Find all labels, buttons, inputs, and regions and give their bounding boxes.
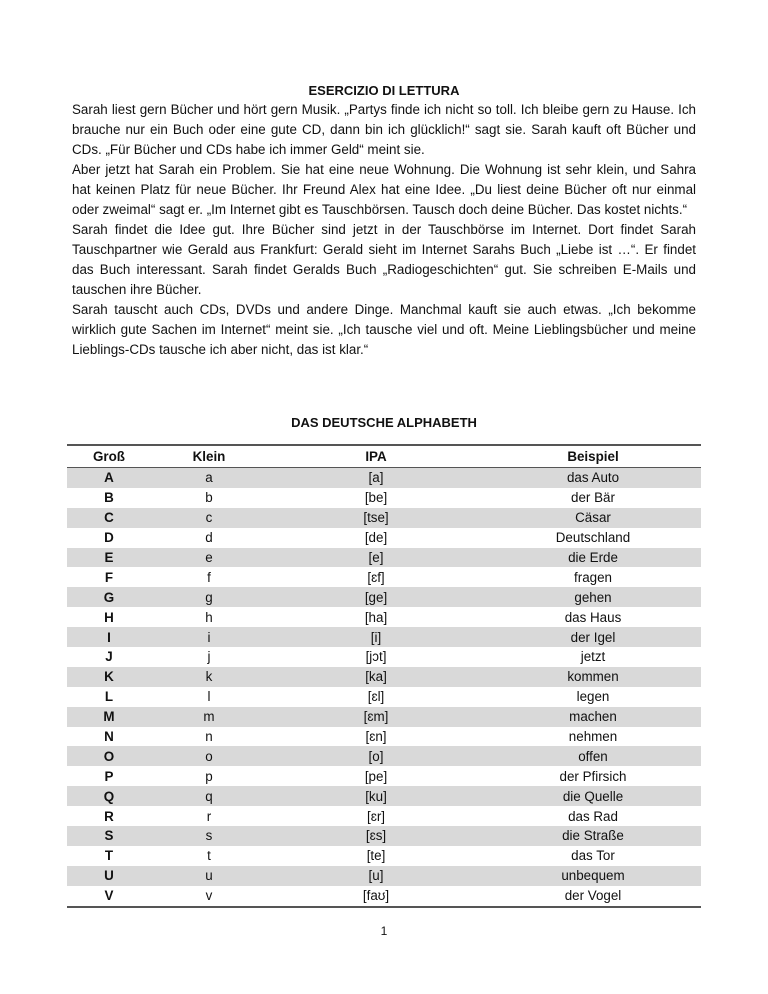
table-row [67,508,701,528]
lowercase-letter: e [151,548,267,568]
table-row [67,707,701,727]
lowercase-letter: i [151,627,267,647]
ipa-cell: [faʊ] [267,886,485,907]
example-word: offen [485,746,701,766]
ipa-cell: [a] [267,468,485,488]
example-word: machen [485,707,701,727]
table-row [67,866,701,886]
uppercase-letter: I [67,627,151,647]
example-word: der Bär [571,490,615,506]
table-row [67,746,701,766]
example-word: nehmen [568,729,618,745]
table-row [67,806,701,826]
example-word: das Tor [571,848,615,864]
lowercase-letter: a [151,468,267,488]
lowercase-letter: n [205,729,213,745]
uppercase-letter: B [104,490,114,506]
lowercase-letter: k [151,667,267,687]
ipa-cell: [te] [366,848,386,864]
example-word: die Quelle [485,786,701,806]
table-row [67,766,701,786]
uppercase-letter: A [67,468,151,488]
table-row [67,548,701,568]
example-word: der Pfirsich [559,768,627,784]
lowercase-letter: j [207,649,211,665]
ipa-cell: [e] [267,548,485,568]
uppercase-letter: U [67,866,151,886]
uppercase-letter: P [104,768,114,784]
lowercase-letter: q [151,786,267,806]
ipa-cell: [ɛl] [367,689,385,705]
ipa-cell: [be] [364,490,388,506]
uppercase-letter: J [105,649,113,665]
ipa-cell: [ka] [267,667,485,687]
uppercase-letter: S [67,826,151,846]
ipa-cell: [u] [267,866,485,886]
example-word: legen [576,689,610,705]
table-row [67,647,701,667]
ipa-cell: [tse] [267,508,485,528]
example-word: der Vogel [485,886,701,907]
uppercase-letter: K [67,667,151,687]
reading-paragraph: Sarah liest gern Bücher und hört gern Musik. „Partys finde ich nicht so toll. Ich bleibe gern zu Hause. Ich brauche nur ein Buch oder eine gute CD, dann bin ich glücklich!“ sagt sie. Sarah kauft oft Bücher und CDs. „Für Bücher und CDs habe ich immer Geld“ meint sie. [72,102,696,157]
lowercase-letter: s [151,826,267,846]
uppercase-letter: L [104,689,114,705]
example-word: das Haus [564,609,622,625]
page-number: 1 [380,924,388,938]
ipa-cell: [ɛm] [267,707,485,727]
example-word: Cäsar [485,508,701,528]
example-word: unbequem [485,866,701,886]
table-row [67,727,701,747]
uppercase-letter: V [67,886,151,907]
header-beispiel: Beispiel [485,445,701,468]
uppercase-letter: Q [67,786,151,806]
table-row [67,826,701,846]
uppercase-letter: E [67,548,151,568]
reading-text [72,100,696,360]
alphabet-title: DAS DEUTSCHE ALPHABETH [291,415,477,430]
lowercase-letter: f [207,569,211,585]
lowercase-letter: m [151,707,267,727]
example-word: die Erde [485,548,701,568]
uppercase-letter: F [104,569,114,585]
example-word: das Rad [568,808,618,824]
uppercase-letter: R [104,808,114,824]
uppercase-letter: T [104,848,114,864]
uppercase-letter: O [67,746,151,766]
example-word: kommen [485,667,701,687]
ipa-cell: [jɔt] [365,649,387,665]
header-klein: Klein [151,445,267,468]
alphabet-table [67,444,701,908]
uppercase-letter: M [67,707,151,727]
table-row [67,587,701,607]
lowercase-letter: h [205,609,213,625]
table-row [67,488,701,508]
lowercase-letter: c [151,508,267,528]
table-row [67,667,701,687]
table-row [67,846,701,866]
ipa-cell: [ɛf] [367,569,385,585]
table-row [67,528,701,548]
uppercase-letter: G [67,587,151,607]
reading-paragraph: Sarah tauscht auch CDs, DVDs und andere Dinge. Manchmal kauft sie auch etwas. „Ich bekomme wirklich gute Sachen im Internet“ meint sie. „Ich tausche viel und oft. Meine Lieblingsbücher und meine Lieblings-CDs tausche ich aber nicht, das ist klar.“ [72,302,696,357]
lowercase-letter: l [207,689,211,705]
table-row [67,468,701,488]
ipa-cell: [o] [267,746,485,766]
table-row [67,567,701,587]
ipa-cell: [ha] [364,609,388,625]
example-word: gehen [485,587,701,607]
table-header-row [67,445,701,468]
lowercase-letter: r [206,808,212,824]
alphabet-table-body [67,468,701,907]
lowercase-letter: b [205,490,213,506]
header-gross: Groß [67,445,151,468]
reading-title: ESERCIZIO DI LETTURA [308,83,460,98]
ipa-cell: [i] [267,627,485,647]
lowercase-letter: d [205,530,213,546]
example-word: Deutschland [555,530,631,546]
reading-paragraph: Aber jetzt hat Sarah ein Problem. Sie hat eine neue Wohnung. Die Wohnung ist sehr klein, und Sahra hat keinen Platz für neue Bücher. Ihr Freund Alex hat eine Idee. „Du liest deine Bücher oft nur einmal oder zweimal“ sagt er. „Im Internet gibt es Tauschbörsen. Tausch doch deine Bücher. Das kostet nichts.“ [72,162,696,217]
ipa-cell: [ge] [267,587,485,607]
example-word: fragen [574,569,612,585]
lowercase-letter: o [151,746,267,766]
lowercase-letter: g [151,587,267,607]
ipa-cell: [ɛs] [267,826,485,846]
table-row [67,607,701,627]
lowercase-letter: t [207,848,211,864]
lowercase-letter: v [151,886,267,907]
ipa-cell: [ku] [267,786,485,806]
lowercase-letter: p [205,768,213,784]
example-word: das Auto [485,468,701,488]
ipa-cell: [de] [364,530,388,546]
example-word: jetzt [580,649,606,665]
table-row [67,687,701,707]
ipa-cell: [ɛr] [366,808,386,824]
table-row [67,786,701,806]
uppercase-letter: N [104,729,114,745]
ipa-cell: [ɛn] [365,729,387,745]
ipa-cell: [pe] [364,768,388,784]
table-row [67,627,701,647]
example-word: die Straße [485,826,701,846]
header-ipa: IPA [267,445,485,468]
uppercase-letter: D [104,530,114,546]
example-word: der Igel [485,627,701,647]
reading-paragraph: Sarah findet die Idee gut. Ihre Bücher sind jetzt in der Tauschbörse im Internet. Dort findet Sarah Tauschpartner wie Gerald aus Frankfurt: Gerald sieht im Internet Sarahs Buch „Liebe ist …“. Er findet das Buch interessant. Sarah findet Geralds Buch „Radiogeschichten“ gut. Sie schreiben E-Mails und tauschen ihre Bücher. [72,222,696,297]
lowercase-letter: u [151,866,267,886]
uppercase-letter: C [67,508,151,528]
uppercase-letter: H [104,609,114,625]
table-row [67,886,701,907]
